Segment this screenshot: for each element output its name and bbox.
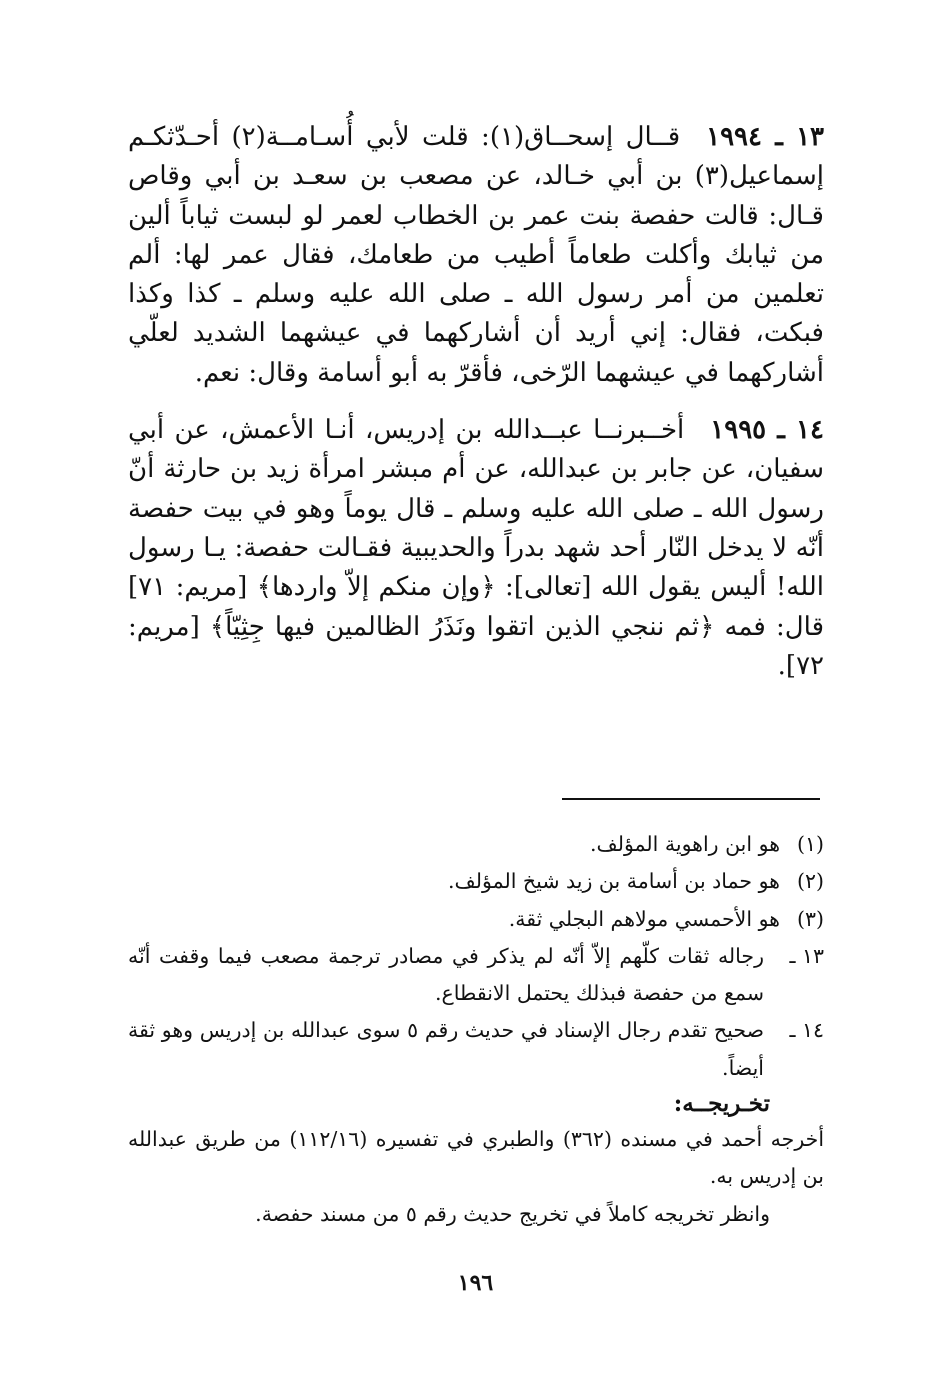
hadith-text: أخــبرنــا عبــدالله بن إدريس، أنـا الأعمش، عن أبي سفيان، عن جابر بن عبدالله، عن أم مبشر امرأة زيد بن حارثة أنّ رسول الله ـ صلى الله عليه وسلم ـ قال يوماً وهو في بيت حفصة أنّه لا يدخل النّار أحد شهد بدراً والحديبية فقـالت حفصة: يـا رسول الله! أليس يقول الله [تعالى]: ﴿وإن منكم إلاّ واردها﴾ [مريم: ٧١] قال: فمه ﴿ثم ننجي الذين اتقوا ونَذَرُ الظالمين فيها جِثِيّاً﴾ [مريم: ٧٢]. bbox=[128, 415, 824, 681]
footnotes bbox=[128, 826, 824, 1233]
footnote-item bbox=[128, 863, 824, 900]
footnote-text: هو حماد بن أسامة بن زيد شيخ المؤلف. bbox=[448, 869, 780, 894]
footnote-number: ١٤ ـ bbox=[789, 1018, 824, 1043]
footnote-text: رجاله ثقات كلّهم إلاّ أنّه لم يذكر في مصادر ترجمة مصعب فيما وقفت أنّه سمع من حفصة فبذلك يحتمل الانقطاع. bbox=[128, 943, 764, 1006]
footnote-text: صحيح تقدم رجال الإسناد في حديث رقم ٥ سوى عبدالله بن إدريس وهو ثقة أيضاً. bbox=[128, 1018, 764, 1080]
hadith-1994 bbox=[128, 118, 824, 393]
footnote-divider bbox=[562, 798, 820, 800]
footnote-item bbox=[128, 1012, 824, 1087]
takhrij-text: أخرجه أحمد في مسنده (٣٦٢) والطبري في تفسيره (١١٢/١٦) من طريق عبدالله بن إدريس به. bbox=[128, 1127, 825, 1189]
footnote-item bbox=[128, 938, 824, 1013]
hadith-number: ١٤ ـ ١٩٩٥ bbox=[710, 415, 824, 446]
takhrij-text: وانظر تخريجه كاملاً في تخريج حديث رقم ٥ من مسند حفصة. bbox=[255, 1201, 770, 1226]
hadith-text: قــال إسحــاق(١): قلت لأبي أُسـامــة(٢) أحـدّثكـم إسماعيل(٣) بن أبي خـالد، عن مصعب بن سعـد بن أبي وقاص قـال: قالت حفصة بنت عمر بن الخطاب لعمر لو لبست ثياباً ألين من ثيابك وأكلت طعاماً أطيب من طعامك، فقال عمر لها: ألم تعلمين من أمر رسول الله ـ صلى الله عليه وسلم ـ كذا وكذا فبكت، فقال: إني أريد أن أشاركهما في عيشهما الشديد لعلّي أشاركهما في عيشهما الرّخى، فأقرّ به أبو أسامة وقال: نعم. bbox=[128, 122, 824, 388]
footnote-item bbox=[128, 901, 824, 938]
takhrij-heading: تخـريجــه: bbox=[673, 1090, 770, 1118]
footnote-item bbox=[128, 826, 824, 863]
main-text bbox=[128, 118, 824, 704]
footnote-text: هو الأحمسي مولاهم البجلي ثقة. bbox=[508, 906, 780, 931]
hadith-1995 bbox=[128, 411, 824, 686]
footnote-number: (١) bbox=[796, 832, 824, 856]
page-number: ١٩٦ bbox=[457, 1270, 494, 1296]
footnote-text: هو ابن راهوية المؤلف. bbox=[589, 832, 780, 856]
footnote-number: (٣) bbox=[796, 906, 824, 931]
hadith-number: ١٣ ـ ١٩٩٤ bbox=[706, 122, 824, 152]
footnote-number: (٢) bbox=[796, 869, 824, 894]
footnote-number: ١٣ ـ bbox=[789, 943, 824, 968]
